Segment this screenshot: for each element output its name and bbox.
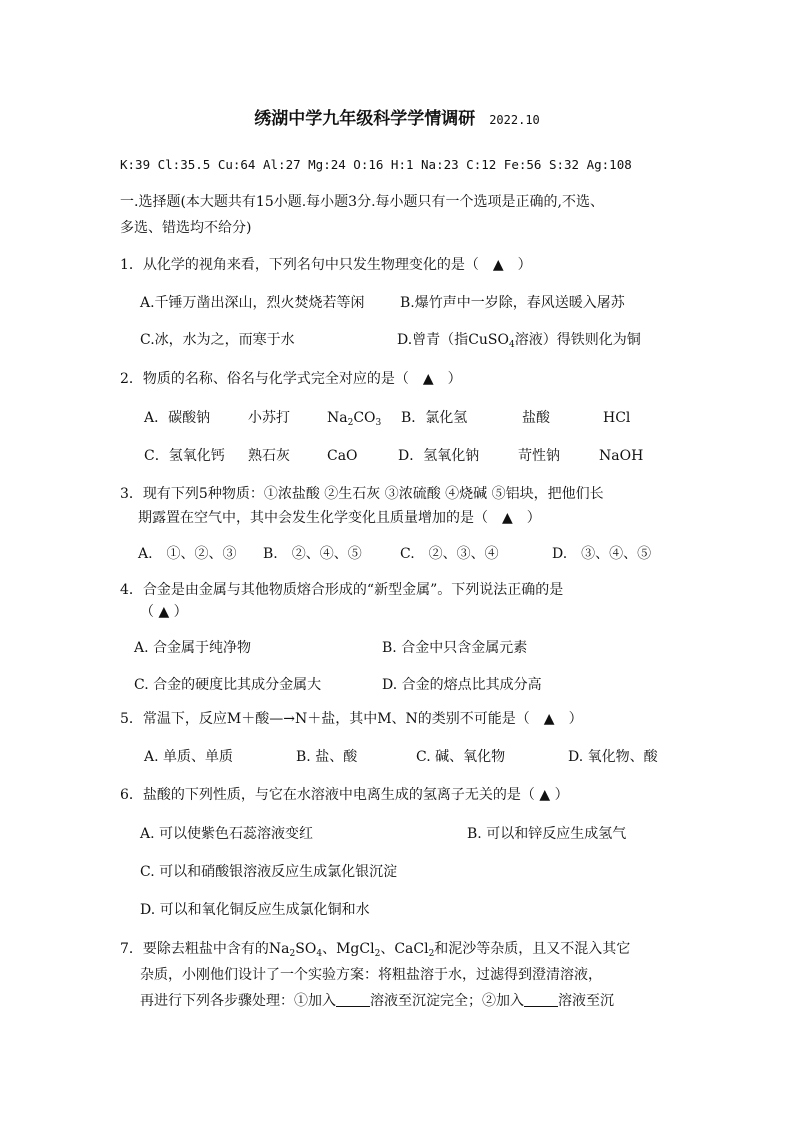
q1-option-c: C.冰，水为之，而寒于水 — [140, 332, 295, 348]
q2-a-formula — [327, 409, 381, 427]
q5-option-c: C. 碱、氧化物 — [416, 749, 506, 765]
q2-c-common: 熟石灰 — [248, 448, 290, 464]
q2-option-c: C．氢氧化钙 — [144, 448, 225, 464]
exam-date: 2022.10 — [489, 113, 540, 127]
q2-b-common: 盐酸 — [522, 410, 550, 426]
q5-stem: 5．常温下，反应M＋酸—→N＋盐，其中M、N的类别不可能是（ ▲ ） — [120, 711, 583, 727]
q3-option-d: D. ③、④、⑤ — [552, 546, 652, 562]
q1-d-text-end: 溶液）得铁则化为铜 — [514, 332, 641, 348]
page-title — [0, 110, 794, 129]
q7-line3-a: 再进行下列各步骤处理：①加入 — [140, 993, 336, 1009]
q5-option-d: D. 氧化物、酸 — [568, 749, 658, 765]
q6-option-d: D. 可以和氧化铜反应生成氯化铜和水 — [140, 902, 370, 918]
q2-a-common: 小苏打 — [248, 410, 290, 426]
q7-f3-sub: 2 — [428, 949, 435, 959]
atomic-masses: K:39 Cl:35.5 Cu:64 Al:27 Mg:24 O:16 H:1 Na:23 C:12 Fe:56 S:32 Ag:108 — [120, 157, 632, 172]
q7-f3: CaCl — [394, 941, 429, 957]
section-header-line1: 一.选择题(本大题共有15小题.每小题3分.每小题只有一个选项是正确的,不选、 — [120, 194, 604, 210]
q6-option-a: A. 可以使紫色石蕊溶液变红 — [140, 826, 314, 842]
q2-c-formula: CaO — [327, 448, 358, 464]
q7-pre: 7．要除去粗盐中含有的 — [120, 941, 269, 957]
q7-f2: MgCl — [336, 941, 375, 957]
q7-post: 和泥沙等杂质，且又不混入其它 — [434, 941, 631, 957]
q1-option-d — [397, 331, 641, 349]
q7-f1b: SO — [295, 941, 317, 957]
q7-stem-line2: 杂质，小刚他们设计了一个实验方案：将粗盐溶于水，过滤得到澄清溶液， — [140, 967, 602, 983]
q5-option-a: A. 单质、单质 — [144, 749, 234, 765]
q2-a-f1: Na — [327, 410, 348, 426]
q4-option-d: D. 合金的熔点比其成分高 — [382, 677, 542, 693]
q6-stem: 6．盐酸的下列性质，与它在水溶液中电离生成的氢离子无关的是（ ▲ ） — [120, 787, 569, 803]
q4-option-a: A. 合金属于纯净物 — [134, 640, 252, 656]
q1-stem: 1．从化学的视角来看，下列名句中只发生物理变化的是（ ▲ ） — [120, 257, 532, 273]
q3-stem-line2: 期露置在空气中，其中会发生化学变化且质量增加的是（ ▲ ） — [138, 510, 541, 526]
title-text: 绣湖中学九年级科学学情调研 — [254, 109, 476, 129]
q4-option-b: B. 合金中只含金属元素 — [382, 640, 528, 656]
q2-b-formula: HCl — [603, 410, 631, 426]
q2-stem: 2．物质的名称、俗名与化学式完全对应的是（ ▲ ） — [120, 371, 462, 387]
q7-f2-sub: 2 — [374, 949, 381, 959]
q3-option-c: C. ②、③、④ — [400, 546, 499, 562]
q7-line3-c: 溶液至沉 — [558, 993, 614, 1009]
q7-sep1: 、 — [322, 941, 337, 957]
q2-a-f2: CO — [353, 410, 376, 426]
section-header-line2: 多选、错选均不给分) — [120, 220, 252, 236]
q7-blank-2 — [524, 992, 558, 1007]
q7-f1: Na — [268, 941, 290, 957]
q2-d-formula: NaOH — [599, 448, 644, 464]
q2-a-sub2: 3 — [375, 418, 382, 428]
q2-option-b: B．氯化氢 — [401, 410, 468, 426]
q2-option-d: D．氢氧化钠 — [398, 448, 480, 464]
q7-stem-line1 — [120, 940, 630, 958]
q1-d-text: D.曾青（指 — [397, 332, 469, 348]
q3-option-a: A. ①、②、③ — [138, 546, 237, 562]
q1-option-b: B.爆竹声中一岁除，春风送暖入屠苏 — [400, 295, 625, 311]
q2-option-a: A．碳酸钠 — [144, 410, 211, 426]
q4-option-c: C. 合金的硬度比其成分金属大 — [134, 677, 322, 693]
q6-option-c: C. 可以和硝酸银溶液反应生成氯化银沉淀 — [140, 864, 398, 880]
q5-option-b: B. 盐、酸 — [296, 749, 358, 765]
q3-option-b: B. ②、④、⑤ — [263, 546, 362, 562]
q4-stem-line1: 4．合金是由金属与其他物质熔合形成的“新型金属”。下列说法正确的是 — [120, 582, 564, 598]
q1-option-a: A.千锤万凿出深山，烈火焚烧若等闲 — [140, 295, 365, 311]
q7-line3-b: 溶液至沉淀完全；②加入 — [370, 993, 524, 1009]
q3-stem-line1: 3．现有下列5种物质：①浓盐酸 ②生石灰 ③浓硫酸 ④烧碱 ⑤铝块，把他们长 — [120, 486, 604, 502]
q1-d-formula: CuSO — [468, 332, 509, 348]
q7-f1b-sub: 4 — [316, 949, 323, 959]
q7-sep2: 、 — [380, 941, 395, 957]
q7-stem-line3 — [140, 992, 614, 1010]
q7-f1-sub: 2 — [289, 949, 296, 959]
q6-option-b: B. 可以和锌反应生成氢气 — [467, 826, 627, 842]
q4-stem-line2: （ ▲ ） — [140, 604, 188, 620]
q2-a-sub1: 2 — [347, 418, 354, 428]
q2-d-common: 苛性钠 — [518, 448, 560, 464]
q1-d-subscript: 4 — [508, 340, 515, 350]
q7-blank-1 — [336, 992, 370, 1007]
